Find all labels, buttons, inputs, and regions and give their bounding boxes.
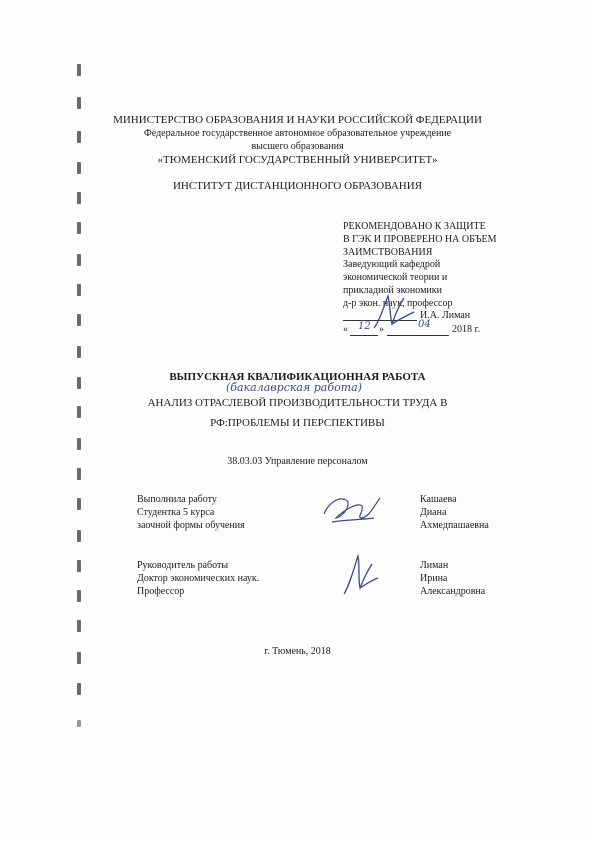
approval-signer: И.А. Лиман <box>420 310 471 321</box>
student-label-1: Выполнила работу <box>137 494 217 505</box>
date-month: 04 <box>418 319 431 330</box>
approval-line-5: экономической теории и <box>343 272 448 283</box>
binding-mark <box>77 222 81 234</box>
date-day-line <box>350 335 378 336</box>
approval-line-6: прикладной экономики <box>343 285 442 296</box>
supervisor-first-name: Ирина <box>420 573 448 584</box>
binding-mark <box>77 346 81 358</box>
binding-mark <box>77 64 81 76</box>
supervisor-label-3: Профессор <box>137 586 185 597</box>
date-close-quote: » <box>379 324 384 335</box>
supervisor-surname: Лиман <box>420 560 449 571</box>
date-month-line <box>387 335 449 336</box>
supervisor-patronymic: Александровна <box>420 586 486 597</box>
student-signature <box>318 488 388 528</box>
approval-line-2: В ГЭК И ПРОВЕРЕНО НА ОБЪЕМ <box>343 234 497 245</box>
binding-mark <box>77 620 81 632</box>
student-label-3: заочной формы обучения <box>137 520 245 531</box>
approval-line-4: Заведующий кафедрой <box>343 259 441 270</box>
binding-mark <box>77 530 81 542</box>
date-open-quote: « <box>343 324 348 335</box>
city-year: г. Тюмень, 2018 <box>264 646 331 657</box>
student-first-name: Диана <box>420 507 447 518</box>
specialty: 38.03.03 Управление персоналом <box>227 456 368 467</box>
ministry-heading: МИНИСТЕРСТВО ОБРАЗОВАНИЯ И НАУКИ РОССИЙСКОЙ ФЕДЕРАЦИИ <box>113 114 482 126</box>
binding-mark <box>77 438 81 450</box>
approval-line-1: РЕКОМЕНДОВАНО К ЗАЩИТЕ <box>343 221 486 232</box>
work-title-line-1: АНАЛИЗ ОТРАСЛЕВОЙ ПРОИЗВОДИТЕЛЬНОСТИ ТРУДА В <box>147 397 448 409</box>
binding-mark <box>77 97 81 109</box>
handwritten-note: (бакалаврская работа) <box>226 381 362 394</box>
approval-line-7: д-р экон. наук, профессор <box>343 298 453 309</box>
binding-mark <box>77 683 81 695</box>
work-type: ВЫПУСКНАЯ КВАЛИФИКАЦИОННАЯ РАБОТА <box>169 371 426 383</box>
binding-mark <box>77 468 81 480</box>
binding-mark <box>77 254 81 266</box>
institution-type: Федеральное государственное автономное образовательное учреждение <box>143 128 452 139</box>
student-patronymic: Ахмедпашаевна <box>420 520 489 531</box>
date-day: 12 <box>358 321 371 332</box>
binding-mark <box>77 192 81 204</box>
student-surname: Кашаева <box>420 494 457 505</box>
binding-mark <box>77 720 81 727</box>
binding-mark <box>77 560 81 572</box>
binding-mark <box>77 590 81 602</box>
supervisor-label-1: Руководитель работы <box>137 560 229 571</box>
university-name: «ТЮМЕНСКИЙ ГОСУДАРСТВЕННЫЙ УНИВЕРСИТЕТ» <box>157 154 438 166</box>
head-of-department-signature <box>368 290 418 332</box>
date-year: 2018 г. <box>452 324 480 335</box>
institute-name: ИНСТИТУТ ДИСТАНЦИОННОГО ОБРАЗОВАНИЯ <box>172 180 423 192</box>
binding-mark <box>77 314 81 326</box>
work-title-line-2: РФ:ПРОБЛЕМЫ И ПЕРСПЕКТИВЫ <box>210 417 385 429</box>
student-label-2: Студентка 5 курса <box>137 507 215 518</box>
supervisor-signature <box>336 550 382 598</box>
supervisor-label-2: Доктор экономических наук. <box>137 573 260 584</box>
institution-level: высшего образования <box>251 141 344 152</box>
approval-line-3: ЗАИМСТВОВАНИЯ <box>343 247 433 258</box>
binding-mark <box>77 498 81 510</box>
binding-mark <box>77 284 81 296</box>
